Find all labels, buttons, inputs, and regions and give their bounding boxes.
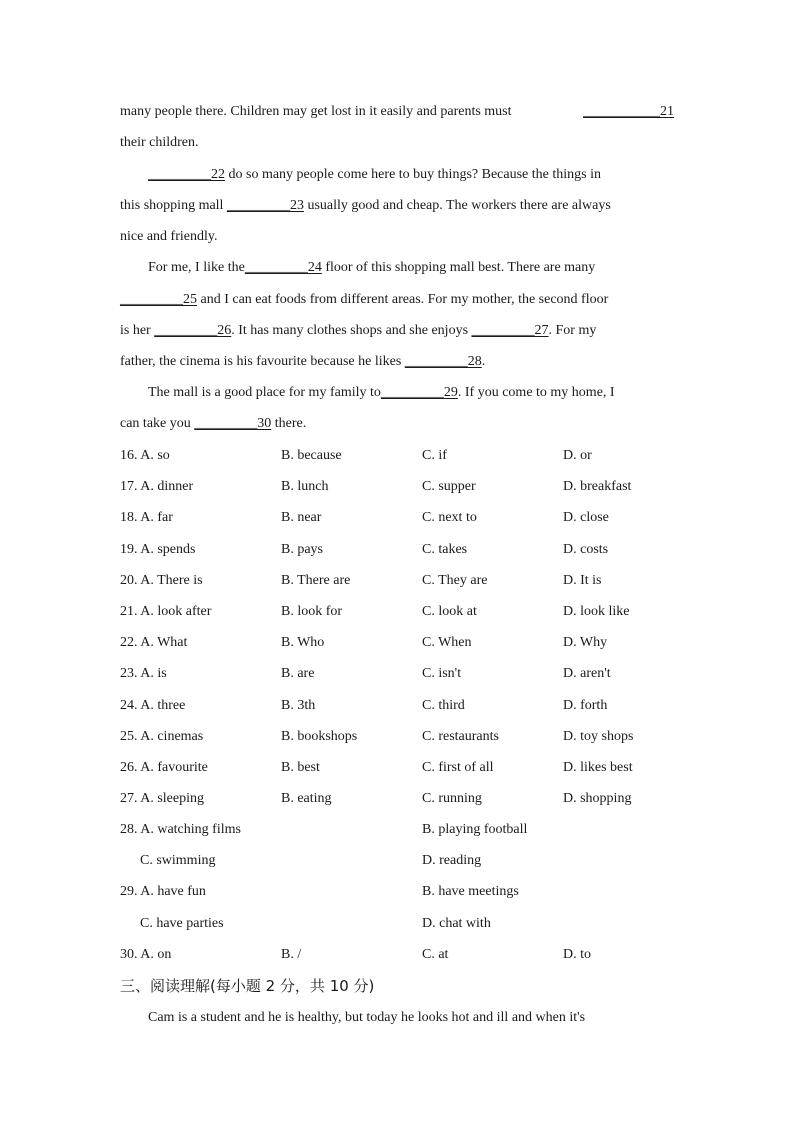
question-29-option-d: D. chat with	[422, 916, 491, 931]
passage-line-4	[120, 196, 674, 216]
passage-line-10	[148, 383, 674, 403]
section-heading: 三、阅读理解(每小题 2 分，共 10 分)	[120, 977, 375, 995]
blank-24: _________24	[244, 260, 322, 275]
question-28-option-a	[120, 820, 241, 840]
question-17-option-a	[120, 477, 193, 497]
passage-line-11	[120, 414, 674, 434]
question-23-option-d: D. aren't	[563, 666, 611, 681]
question-16-option-b: B. because	[281, 448, 342, 463]
question-16-option-a	[120, 446, 170, 466]
option-text: A. What	[140, 635, 188, 650]
question-25-option-b: B. bookshops	[281, 729, 358, 744]
option-text: A. cinemas	[140, 729, 204, 744]
passage-line-9	[120, 352, 674, 372]
blank-25: _________25	[120, 292, 197, 307]
question-23-option-c: C. isn't	[422, 666, 462, 681]
question-22-option-a	[120, 633, 187, 653]
reading-passage-line	[148, 1008, 674, 1028]
blank-26: _________26	[154, 323, 232, 338]
passage-text: . For my	[548, 323, 597, 338]
question-21-option-d: D. look like	[563, 604, 630, 619]
question-22-option-d: D. Why	[563, 635, 608, 650]
passage-text: many people there. Children may get lost in it easily and parents must	[120, 104, 512, 119]
passage-line-3	[148, 165, 674, 185]
question-21-option-b: B. look for	[281, 604, 343, 619]
passage-text: father, the cinema is his favourite because he likes	[120, 354, 405, 369]
question-17-option-c: C. supper	[422, 479, 476, 494]
passage-text: do so many people come here to buy things? Because the things in	[225, 167, 601, 182]
question-27-option-a	[120, 789, 204, 809]
blank-23: _________23	[226, 198, 304, 213]
question-22-option-c: C. When	[422, 635, 472, 650]
option-text: A. favourite	[140, 760, 208, 775]
question-21-option-c: C. look at	[422, 604, 477, 619]
question-24-option-a	[120, 696, 185, 716]
question-24-option-d: D. forth	[563, 698, 608, 713]
question-29-option-c: C. have parties	[140, 916, 224, 931]
question-number: 17.	[120, 479, 138, 494]
question-17-option-b: B. lunch	[281, 479, 329, 494]
passage-line-2	[120, 133, 674, 153]
question-22-option-b: B. Who	[281, 635, 325, 650]
question-20-option-a	[120, 571, 203, 591]
question-number: 27.	[120, 791, 138, 806]
question-28-option-b: B. playing football	[422, 822, 528, 837]
passage-text: their children.	[120, 135, 199, 150]
question-20-option-b: B. There are	[281, 573, 351, 588]
question-18-option-d: D. close	[563, 510, 609, 525]
passage-text: . It has many clothes shops and she enjoys	[231, 323, 472, 338]
blank-21: ___________21	[583, 104, 674, 119]
passage-text: usually good and cheap. The workers there are always	[303, 198, 611, 213]
passage-text: and I can eat foods from different areas. For my mother, the second floor	[197, 292, 609, 307]
question-number: 19.	[120, 542, 138, 557]
option-text: A. on	[140, 947, 172, 962]
question-21-option-a	[120, 602, 211, 622]
blank-27: _________27	[471, 323, 549, 338]
question-number: 23.	[120, 666, 138, 681]
question-number: 26.	[120, 760, 138, 775]
passage-text: For me, I like the	[148, 260, 245, 275]
question-27-option-c: C. running	[422, 791, 482, 806]
passage-line-5	[120, 227, 674, 247]
question-30-option-b: B. /	[281, 947, 302, 962]
question-number: 16.	[120, 448, 138, 463]
option-text: A. There is	[140, 573, 203, 588]
passage-text: The mall is a good place for my family to	[148, 385, 381, 400]
passage-text: there.	[271, 416, 307, 431]
question-20-option-d: D. It is	[563, 573, 602, 588]
passage-line-6	[148, 258, 674, 278]
question-number: 22.	[120, 635, 138, 650]
question-26-option-d: D. likes best	[563, 760, 633, 775]
option-text: A. watching films	[140, 822, 241, 837]
question-26-option-a	[120, 758, 208, 778]
question-19-option-a	[120, 540, 195, 560]
question-number: 18.	[120, 510, 138, 525]
question-18-option-c: C. next to	[422, 510, 477, 525]
question-25-option-c: C. restaurants	[422, 729, 499, 744]
question-29-option-b: B. have meetings	[422, 884, 519, 899]
question-26-option-c: C. first of all	[422, 760, 494, 775]
option-text: A. sleeping	[140, 791, 204, 806]
passage-text: is her	[120, 323, 155, 338]
blank-28: _________28	[404, 354, 482, 369]
question-number: 29.	[120, 884, 138, 899]
question-29-option-a	[120, 882, 206, 902]
question-28-option-d: D. reading	[422, 853, 482, 868]
option-text: A. three	[140, 698, 186, 713]
passage-text: Cam is a student and he is healthy, but today he looks hot and ill and when it's	[148, 1010, 586, 1025]
question-23-option-b: B. are	[281, 666, 315, 681]
question-24-option-c: C. third	[422, 698, 465, 713]
passage-text: nice and friendly.	[120, 229, 218, 244]
question-19-option-d: D. costs	[563, 542, 609, 557]
question-number: 28.	[120, 822, 138, 837]
option-text: A. look after	[140, 604, 212, 619]
question-number: 21.	[120, 604, 138, 619]
question-20-option-c: C. They are	[422, 573, 488, 588]
question-23-option-a	[120, 664, 167, 684]
question-26-option-b: B. best	[281, 760, 320, 775]
question-16-option-c: C. if	[422, 448, 447, 463]
question-16-option-d: D. or	[563, 448, 592, 463]
question-25-option-a	[120, 727, 203, 747]
passage-line-8	[120, 321, 674, 341]
question-27-option-b: B. eating	[281, 791, 332, 806]
question-number: 20.	[120, 573, 138, 588]
question-30-option-d: D. to	[563, 947, 591, 962]
question-18-option-b: B. near	[281, 510, 322, 525]
option-text: A. dinner	[140, 479, 194, 494]
question-number: 24.	[120, 698, 138, 713]
option-text: A. spends	[140, 542, 196, 557]
option-text: A. far	[140, 510, 173, 525]
passage-text: . If you come to my home, I	[457, 385, 615, 400]
question-18-option-a	[120, 508, 173, 528]
blank-29: _________29	[380, 385, 458, 400]
passage-text: can take you	[120, 416, 195, 431]
question-25-option-d: D. toy shops	[563, 729, 634, 744]
question-24-option-b: B. 3th	[281, 698, 316, 713]
option-text: A. so	[140, 448, 170, 463]
question-28-option-c: C. swimming	[140, 853, 216, 868]
passage-line-7	[120, 290, 674, 310]
blank-30: _________30	[194, 416, 272, 431]
option-text: A. have fun	[140, 884, 206, 899]
question-30-option-a	[120, 945, 171, 965]
option-text: A. is	[140, 666, 167, 681]
question-17-option-d: D. breakfast	[563, 479, 632, 494]
question-30-option-c: C. at	[422, 947, 449, 962]
question-number: 25.	[120, 729, 138, 744]
question-19-option-c: C. takes	[422, 542, 468, 557]
passage-text: floor of this shopping mall best. There are many	[321, 260, 596, 275]
passage-line-1	[120, 102, 674, 122]
passage-text: this shopping mall	[120, 198, 227, 213]
question-number: 30.	[120, 947, 138, 962]
passage-text: .	[481, 354, 486, 369]
question-19-option-b: B. pays	[281, 542, 323, 557]
blank-22: _________22	[148, 167, 225, 182]
question-27-option-d: D. shopping	[563, 791, 632, 806]
